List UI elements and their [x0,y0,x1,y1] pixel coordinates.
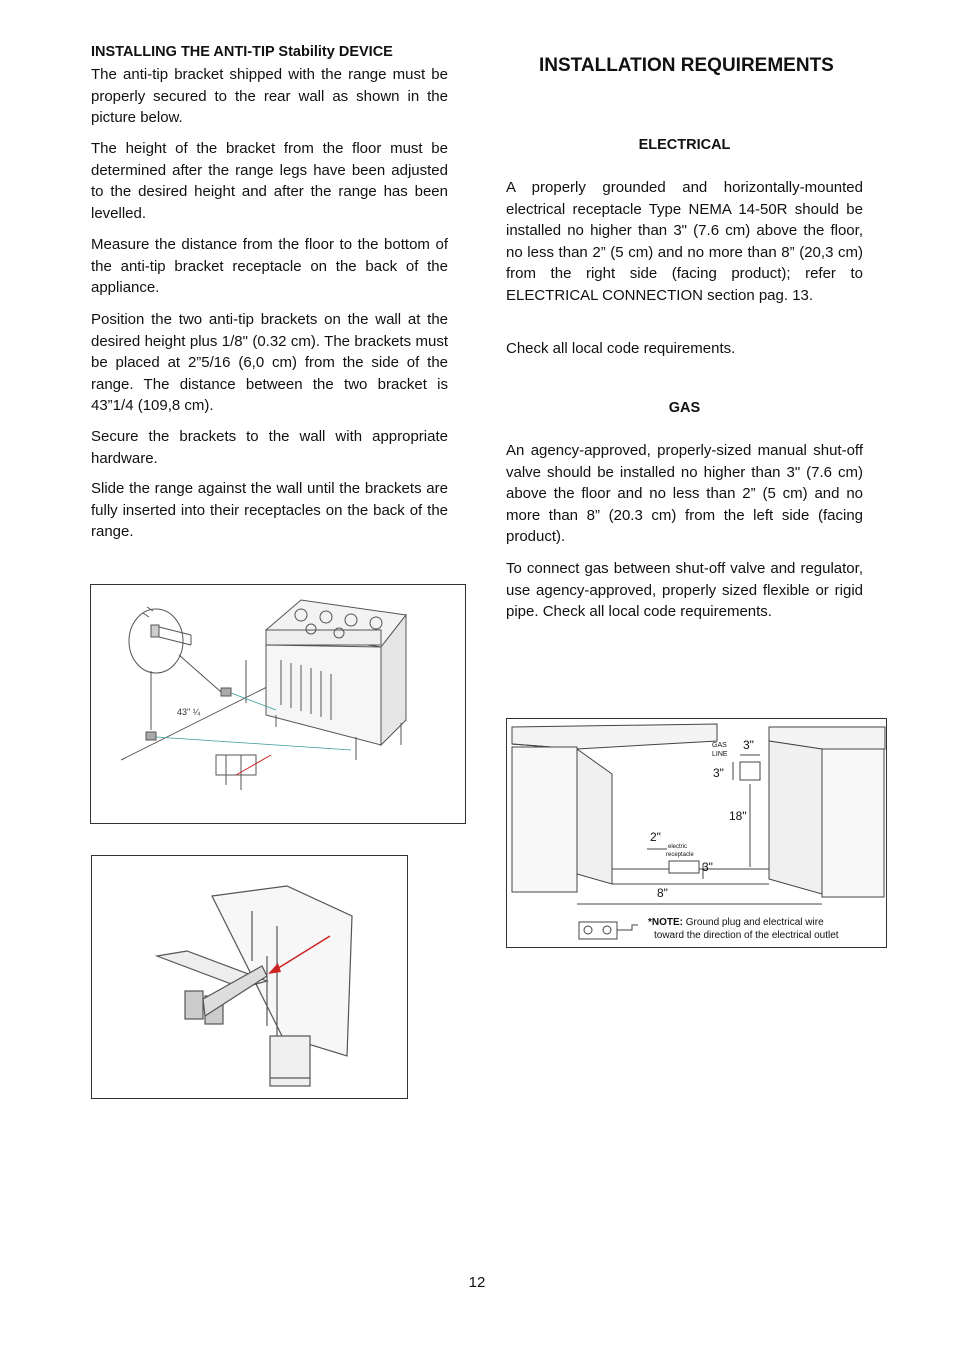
anti-tip-paragraph-2: The height of the bracket from the floor must be determined after the range legs have been adjusted to the desired height and after the range has been levelled. [91,140,448,222]
bracket-closeup-illustration [92,856,407,1098]
electrical-paragraph-1: A properly grounded and horizontally-mounted electrical receptacle Type NEMA 14-50R should be installed no higher than 3" (7.6 cm) above the floor, no less than 2” (5 cm) and no more than 8” (20,3 cm) from the right side (facing product); refer to ELECTRICAL CONNECTION section pag. 13. [506,179,863,304]
connection-location-diagram [506,718,887,948]
electric-label-2: receptacle [666,852,694,858]
gas-paragraph-1: An agency-approved, properly-sized manual shut-off valve should be installed no higher than 3" (7.6 cm) above the floor and no less than 2” (5 cm) and no more than 8” (20.3 cm) from the left side (facing product). [506,442,863,546]
dim-3-top: 3" [743,738,754,752]
range-illustration [91,585,465,823]
anti-tip-paragraph-5: Secure the brackets to the wall with appropriate hardware. [91,428,448,467]
gas-paragraph-2: To connect gas between shut-off valve and regulator, use agency-approved, properly sized flexible or rigid pipe. Check all local code requirements. [506,560,863,621]
location-diagram-svg [507,719,886,947]
dim-8: 8" [657,886,668,900]
electrical-heading: ELECTRICAL [638,137,731,153]
dim-18: 18" [729,809,747,823]
note-text-2: toward the direction of the electrical outlet [654,930,839,941]
gas-line-label-1: GAS [712,742,727,749]
page-number: 12 [468,1274,486,1291]
diagram-note [648,917,824,928]
dim-3-side: 3" [713,766,724,780]
dim-3-low: 3" [702,860,713,874]
installation-requirements-heading: INSTALLATION REQUIREMENTS [539,55,834,76]
dim-2: 2" [650,830,661,844]
anti-tip-range-figure [90,584,466,824]
anti-tip-heading: INSTALLING THE ANTI-TIP Stability DEVICE [91,44,393,60]
bracket-distance-label: 43" ¼ [177,707,201,717]
bracket-closeup-figure [91,855,408,1099]
anti-tip-paragraph-3: Measure the distance from the floor to the bottom of the anti-tip bracket receptacle on the back of the appliance. [91,236,448,297]
gas-line-label-2: LINE [712,751,728,758]
electric-label-1: electric [668,844,688,850]
anti-tip-paragraph-6: Slide the range against the wall until the brackets are fully inserted into their receptacles on the back of the range. [91,480,448,541]
electrical-paragraph-2: Check all local code requirements. [506,340,736,357]
anti-tip-paragraph-1: The anti-tip bracket shipped with the range must be properly secured to the rear wall as shown in the picture below. [91,66,448,127]
note-label: *NOTE: [648,917,683,928]
gas-heading: GAS [668,400,701,416]
anti-tip-paragraph-4: Position the two anti-tip brackets on the wall at the desired height plus 1/8" (0.32 cm). The brackets must be placed at 2”5/16 (6,0 cm) from the side of the range. The distance between the two bracket is 43”1/4 (109,8 cm). [91,311,448,415]
note-text-1: Ground plug and electrical wire [683,917,824,928]
